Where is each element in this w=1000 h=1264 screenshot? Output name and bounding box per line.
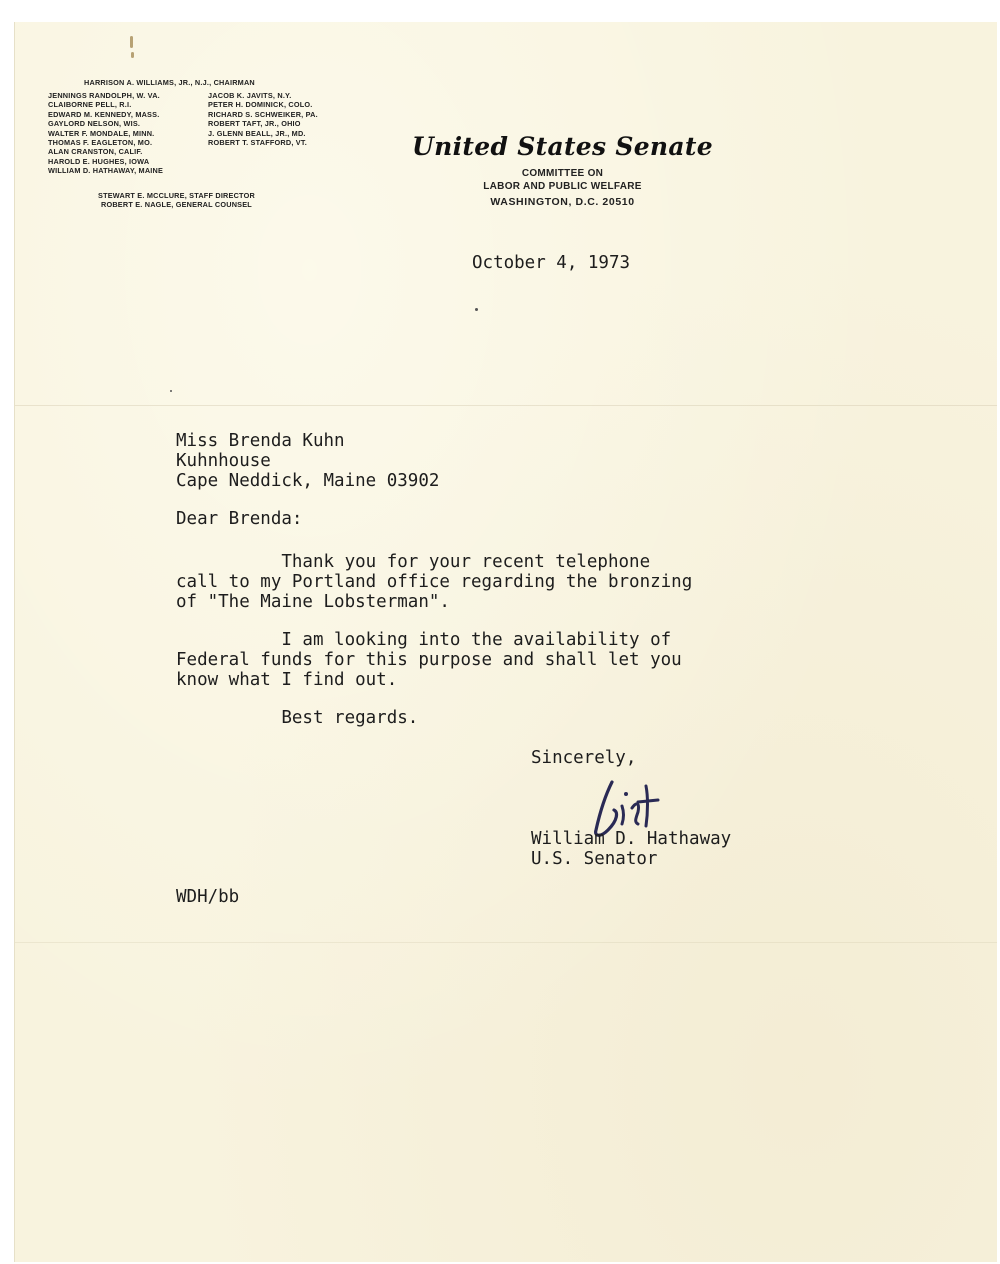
recipient-city: Cape Neddick, Maine 03902 <box>176 470 440 491</box>
committee-name: LABOR AND PUBLIC WELFARE <box>483 180 642 192</box>
closing: Sincerely, <box>531 748 637 768</box>
letter-date: October 4, 1973 <box>472 253 631 273</box>
senate-title: United States Senate <box>412 132 713 161</box>
member-name: CLAIBORNE PELL, R.I. <box>48 100 132 110</box>
minority-members <box>208 91 318 147</box>
member-name: J. GLENN BEALL, JR., MD. <box>208 128 306 138</box>
member-name: THOMAS F. EAGLETON, MO. <box>48 137 153 147</box>
staff-director: STEWART E. MCCLURE, STAFF DIRECTOR <box>98 191 255 200</box>
recipient-address <box>176 432 439 491</box>
regards-line: Best regards. <box>176 708 419 728</box>
member-name: GAYLORD NELSON, WIS. <box>48 119 141 129</box>
recipient-name: Miss Brenda Kuhn <box>176 431 345 451</box>
member-name: ROBERT TAFT, JR., OHIO <box>208 119 301 129</box>
general-counsel: ROBERT E. NAGLE, GENERAL COUNSEL <box>100 200 252 210</box>
staff-lines <box>98 191 255 210</box>
majority-members <box>48 91 164 176</box>
member-name: ROBERT T. STAFFORD, VT. <box>208 137 307 147</box>
member-name: HAROLD E. HUGHES, IOWA <box>48 156 150 166</box>
member-name: WALTER F. MONDALE, MINN. <box>48 128 155 138</box>
chairman-line: HARRISON A. WILLIAMS, JR., N.J., CHAIRMAN <box>84 78 255 87</box>
fold-crease-lower <box>15 942 997 943</box>
signer-title: U.S. Senator <box>531 848 658 869</box>
signature-block <box>531 830 731 870</box>
committee-address: WASHINGTON, D.C. 20510 <box>490 196 635 208</box>
signer-name: William D. Hathaway <box>531 829 732 849</box>
paper-stain <box>130 36 133 48</box>
ink-speck <box>475 308 478 311</box>
member-name: RICHARD S. SCHWEIKER, PA. <box>208 109 318 119</box>
member-name: JENNINGS RANDOLPH, W. VA. <box>48 91 160 100</box>
member-name: ALAN CRANSTON, CALIF. <box>48 147 143 157</box>
reference-initials: WDH/bb <box>176 887 240 907</box>
member-name: JACOB K. JAVITS, N.Y. <box>208 91 292 100</box>
committee-line: COMMITTEE ON <box>521 168 604 179</box>
body-paragraph-2: I am looking into the availability of Federal funds for this purpose and shall let you know what I find out. <box>176 630 682 690</box>
member-name: WILLIAM D. HATHAWAY, MAINE <box>48 166 164 176</box>
fold-crease <box>15 405 997 406</box>
paper-stain <box>131 52 134 58</box>
member-name: PETER H. DOMINICK, COLO. <box>208 100 313 110</box>
committee-heading <box>440 168 685 209</box>
body-paragraph-1: Thank you for your recent telephone call to my Portland office regarding the bronzing of "The Maine Lobsterman". <box>176 552 693 612</box>
member-name: EDWARD M. KENNEDY, MASS. <box>48 109 160 119</box>
recipient-house: Kuhnhouse <box>176 450 271 471</box>
ink-speck <box>170 390 172 392</box>
salutation: Dear Brenda: <box>176 509 303 529</box>
